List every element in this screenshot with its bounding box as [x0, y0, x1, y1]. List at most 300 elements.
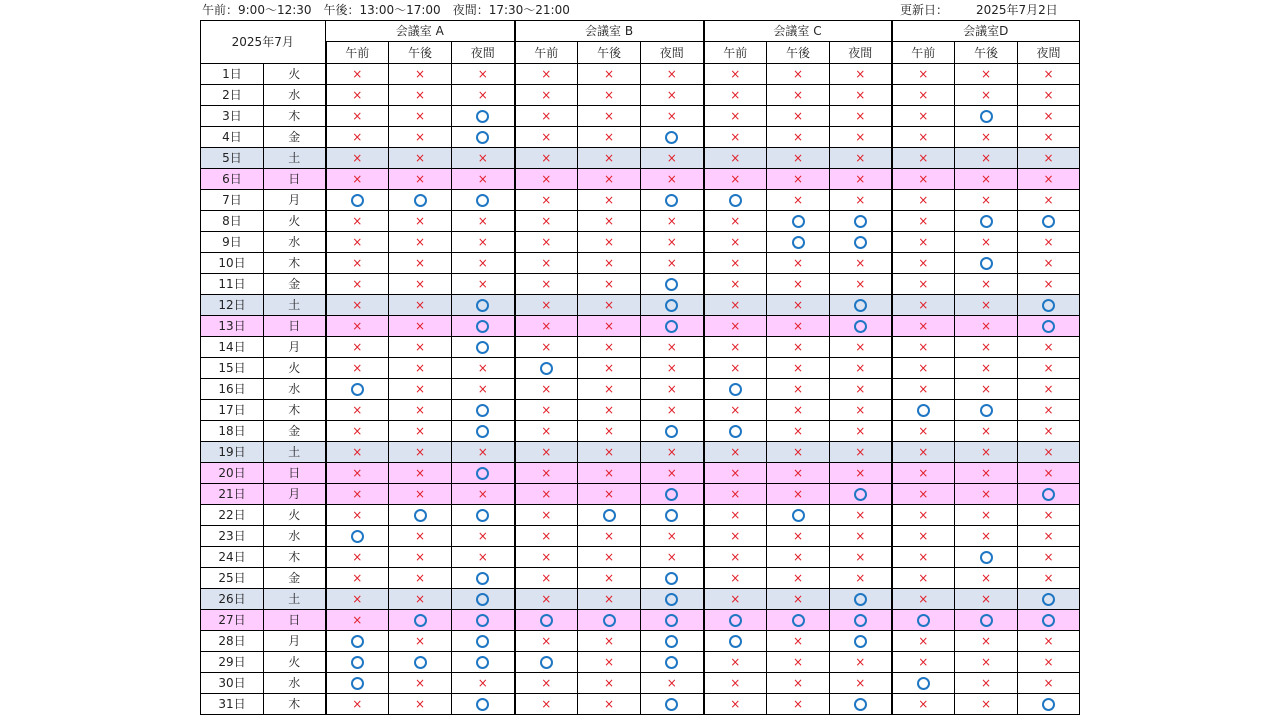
day-cell: 4日 — [201, 127, 264, 148]
unavailable-slot — [892, 106, 955, 127]
unavailable-slot — [892, 127, 955, 148]
available-circle-icon — [414, 194, 427, 207]
unavailable-cross-icon: × — [604, 235, 615, 249]
day-cell: 12日 — [201, 295, 264, 316]
unavailable-cross-icon: × — [541, 403, 552, 417]
unavailable-slot — [704, 505, 767, 526]
unavailable-slot — [578, 673, 641, 694]
available-circle-icon — [540, 656, 553, 669]
unavailable-slot — [892, 547, 955, 568]
unavailable-cross-icon: × — [1043, 277, 1054, 291]
unavailable-slot — [892, 337, 955, 358]
unavailable-slot — [389, 253, 452, 274]
available-circle-icon — [540, 614, 553, 627]
available-circle-icon — [665, 593, 678, 606]
unavailable-cross-icon: × — [981, 67, 992, 81]
unavailable-cross-icon: × — [477, 382, 488, 396]
unavailable-slot — [389, 400, 452, 421]
day-row — [201, 400, 1080, 421]
weekday-cell: 水 — [264, 232, 326, 253]
unavailable-cross-icon: × — [414, 235, 426, 249]
available-slot — [1018, 484, 1080, 505]
unavailable-slot — [892, 694, 955, 715]
unavailable-slot — [578, 484, 641, 505]
unavailable-cross-icon: × — [855, 403, 866, 417]
available-slot — [389, 610, 452, 631]
available-slot — [955, 400, 1018, 421]
unavailable-cross-icon: × — [855, 424, 866, 438]
unavailable-cross-icon: × — [541, 109, 552, 123]
weekday-cell: 日 — [264, 316, 326, 337]
available-circle-icon — [792, 509, 805, 522]
unavailable-slot — [578, 64, 641, 85]
unavailable-slot — [515, 505, 578, 526]
unavailable-slot — [830, 106, 892, 127]
unavailable-cross-icon: × — [541, 151, 552, 165]
unavailable-cross-icon: × — [981, 634, 992, 648]
unavailable-cross-icon: × — [352, 172, 363, 186]
unavailable-slot — [704, 64, 767, 85]
unavailable-slot — [389, 85, 452, 106]
unavailable-cross-icon: × — [1043, 445, 1054, 459]
unavailable-cross-icon: × — [793, 298, 804, 312]
unavailable-cross-icon: × — [541, 256, 552, 270]
unavailable-slot — [704, 673, 767, 694]
day-cell: 17日 — [201, 400, 264, 421]
period-header: 夜間 — [830, 42, 892, 64]
unavailable-slot — [767, 337, 830, 358]
available-circle-icon — [729, 194, 742, 207]
day-cell: 22日 — [201, 505, 264, 526]
unavailable-slot — [892, 169, 955, 190]
unavailable-cross-icon: × — [477, 151, 488, 165]
unavailable-cross-icon: × — [414, 529, 426, 543]
unavailable-cross-icon: × — [981, 676, 992, 690]
unavailable-cross-icon: × — [1043, 466, 1054, 480]
unavailable-cross-icon: × — [414, 697, 426, 711]
unavailable-slot — [641, 442, 704, 463]
available-slot — [389, 652, 452, 673]
available-slot — [641, 316, 704, 337]
unavailable-cross-icon: × — [352, 550, 363, 564]
unavailable-slot — [830, 421, 892, 442]
unavailable-cross-icon: × — [730, 361, 741, 375]
available-slot — [452, 631, 515, 652]
unavailable-cross-icon: × — [730, 655, 741, 669]
unavailable-slot — [1018, 421, 1080, 442]
unavailable-slot — [515, 547, 578, 568]
unavailable-cross-icon: × — [793, 424, 804, 438]
unavailable-slot — [1018, 631, 1080, 652]
unavailable-cross-icon: × — [604, 214, 615, 228]
unavailable-cross-icon: × — [793, 130, 804, 144]
unavailable-cross-icon: × — [918, 193, 929, 207]
unavailable-slot — [515, 64, 578, 85]
weekday-cell: 土 — [264, 148, 326, 169]
unavailable-slot — [578, 106, 641, 127]
unavailable-slot — [955, 484, 1018, 505]
unavailable-slot — [830, 337, 892, 358]
weekday-cell: 月 — [264, 631, 326, 652]
unavailable-slot — [767, 169, 830, 190]
available-circle-icon — [854, 299, 867, 312]
unavailable-slot — [578, 400, 641, 421]
available-slot — [515, 652, 578, 673]
unavailable-slot — [704, 526, 767, 547]
day-row — [201, 610, 1080, 631]
available-slot — [830, 211, 892, 232]
unavailable-cross-icon: × — [414, 487, 426, 501]
available-slot — [452, 106, 515, 127]
unavailable-cross-icon: × — [918, 424, 929, 438]
unavailable-slot — [452, 358, 515, 379]
unavailable-cross-icon: × — [918, 298, 929, 312]
available-circle-icon — [980, 404, 993, 417]
unavailable-slot — [326, 547, 389, 568]
available-circle-icon — [980, 614, 993, 627]
unavailable-cross-icon: × — [730, 172, 741, 186]
available-slot — [452, 505, 515, 526]
unavailable-slot — [1018, 64, 1080, 85]
available-circle-icon — [414, 656, 427, 669]
unavailable-slot — [389, 442, 452, 463]
unavailable-cross-icon: × — [414, 571, 426, 585]
unavailable-cross-icon: × — [604, 634, 615, 648]
unavailable-slot — [515, 253, 578, 274]
available-circle-icon — [665, 488, 678, 501]
unavailable-slot — [389, 547, 452, 568]
unavailable-slot — [955, 295, 1018, 316]
unavailable-slot — [452, 547, 515, 568]
unavailable-slot — [326, 421, 389, 442]
unavailable-cross-icon: × — [666, 214, 677, 228]
unavailable-slot — [515, 106, 578, 127]
available-slot — [326, 631, 389, 652]
unavailable-cross-icon: × — [352, 214, 363, 228]
unavailable-slot — [767, 127, 830, 148]
unavailable-cross-icon: × — [918, 235, 929, 249]
unavailable-cross-icon: × — [414, 256, 426, 270]
unavailable-cross-icon: × — [981, 277, 992, 291]
unavailable-cross-icon: × — [414, 466, 426, 480]
unavailable-cross-icon: × — [541, 571, 552, 585]
unavailable-cross-icon: × — [414, 109, 426, 123]
unavailable-slot — [830, 673, 892, 694]
unavailable-slot — [515, 85, 578, 106]
weekday-cell: 金 — [264, 127, 326, 148]
unavailable-slot — [515, 400, 578, 421]
room-header: 会議室 B — [515, 21, 704, 42]
unavailable-slot — [704, 463, 767, 484]
weekday-cell: 水 — [264, 85, 326, 106]
available-slot — [830, 295, 892, 316]
unavailable-slot — [955, 505, 1018, 526]
unavailable-cross-icon: × — [604, 571, 615, 585]
unavailable-slot — [578, 652, 641, 673]
unavailable-slot — [830, 127, 892, 148]
unavailable-slot — [389, 463, 452, 484]
unavailable-cross-icon: × — [918, 340, 929, 354]
unavailable-slot — [452, 526, 515, 547]
available-slot — [641, 421, 704, 442]
unavailable-cross-icon: × — [981, 424, 992, 438]
unavailable-slot — [326, 484, 389, 505]
available-slot — [704, 631, 767, 652]
unavailable-slot — [578, 568, 641, 589]
available-circle-icon — [792, 215, 805, 228]
unavailable-slot — [1018, 232, 1080, 253]
unavailable-cross-icon: × — [414, 172, 426, 186]
period-header: 午前 — [326, 42, 389, 64]
period-header: 夜間 — [1018, 42, 1080, 64]
unavailable-cross-icon: × — [352, 508, 363, 522]
unavailable-slot — [892, 484, 955, 505]
unavailable-slot — [1018, 169, 1080, 190]
available-circle-icon — [1042, 593, 1055, 606]
weekday-cell: 月 — [264, 190, 326, 211]
unavailable-slot — [326, 211, 389, 232]
unavailable-cross-icon: × — [666, 550, 677, 564]
unavailable-slot — [1018, 253, 1080, 274]
available-slot — [641, 484, 704, 505]
unavailable-slot — [1018, 400, 1080, 421]
unavailable-cross-icon: × — [414, 298, 426, 312]
unavailable-cross-icon: × — [730, 487, 741, 501]
unavailable-slot — [830, 85, 892, 106]
unavailable-slot — [767, 589, 830, 610]
unavailable-slot — [892, 526, 955, 547]
unavailable-cross-icon: × — [541, 592, 552, 606]
unavailable-slot — [892, 64, 955, 85]
unavailable-cross-icon: × — [352, 466, 363, 480]
unavailable-cross-icon: × — [855, 151, 866, 165]
unavailable-cross-icon: × — [730, 298, 741, 312]
month-header: 2025年7月 — [201, 21, 326, 64]
available-circle-icon — [414, 509, 427, 522]
period-header: 夜間 — [452, 42, 515, 64]
available-circle-icon — [351, 656, 364, 669]
unavailable-cross-icon: × — [730, 109, 741, 123]
unavailable-cross-icon: × — [414, 592, 426, 606]
available-slot — [830, 484, 892, 505]
unavailable-cross-icon: × — [1043, 109, 1054, 123]
day-row — [201, 211, 1080, 232]
available-slot — [704, 421, 767, 442]
unavailable-slot — [326, 337, 389, 358]
unavailable-cross-icon: × — [981, 88, 992, 102]
unavailable-cross-icon: × — [730, 592, 741, 606]
unavailable-cross-icon: × — [855, 193, 866, 207]
unavailable-slot — [641, 358, 704, 379]
available-slot — [767, 505, 830, 526]
unavailable-slot — [452, 442, 515, 463]
unavailable-slot — [578, 253, 641, 274]
weekday-cell: 火 — [264, 505, 326, 526]
available-slot — [955, 547, 1018, 568]
unavailable-slot — [452, 484, 515, 505]
available-circle-icon — [1042, 488, 1055, 501]
unavailable-cross-icon: × — [730, 88, 741, 102]
unavailable-slot — [641, 547, 704, 568]
available-circle-icon — [665, 635, 678, 648]
unavailable-cross-icon: × — [981, 487, 992, 501]
unavailable-slot — [389, 106, 452, 127]
period-header: 夜間 — [641, 42, 704, 64]
day-cell: 14日 — [201, 337, 264, 358]
day-cell: 19日 — [201, 442, 264, 463]
day-cell: 15日 — [201, 358, 264, 379]
unavailable-cross-icon: × — [855, 445, 866, 459]
unavailable-slot — [704, 169, 767, 190]
available-circle-icon — [603, 509, 616, 522]
unavailable-slot — [955, 148, 1018, 169]
unavailable-slot — [578, 421, 641, 442]
unavailable-cross-icon: × — [541, 529, 552, 543]
unavailable-slot — [1018, 274, 1080, 295]
unavailable-cross-icon: × — [793, 445, 804, 459]
unavailable-slot — [704, 232, 767, 253]
unavailable-slot — [1018, 442, 1080, 463]
unavailable-cross-icon: × — [604, 109, 615, 123]
available-slot — [389, 190, 452, 211]
available-slot — [452, 568, 515, 589]
day-cell: 11日 — [201, 274, 264, 295]
unavailable-slot — [892, 589, 955, 610]
unavailable-cross-icon: × — [541, 466, 552, 480]
unavailable-slot — [515, 316, 578, 337]
unavailable-cross-icon: × — [981, 529, 992, 543]
available-slot — [641, 190, 704, 211]
day-row — [201, 106, 1080, 127]
day-cell: 6日 — [201, 169, 264, 190]
period-header: 午後 — [578, 42, 641, 64]
available-circle-icon — [476, 341, 489, 354]
available-circle-icon — [476, 320, 489, 333]
unavailable-slot — [326, 505, 389, 526]
unavailable-cross-icon: × — [793, 361, 804, 375]
unavailable-cross-icon: × — [730, 466, 741, 480]
available-slot — [389, 505, 452, 526]
unavailable-slot — [830, 274, 892, 295]
unavailable-cross-icon: × — [604, 445, 615, 459]
day-row — [201, 442, 1080, 463]
unavailable-slot — [955, 442, 1018, 463]
unavailable-slot — [704, 148, 767, 169]
unavailable-slot — [892, 253, 955, 274]
unavailable-cross-icon: × — [541, 634, 552, 648]
unavailable-cross-icon: × — [352, 340, 363, 354]
unavailable-slot — [767, 442, 830, 463]
unavailable-slot — [389, 694, 452, 715]
available-circle-icon — [854, 320, 867, 333]
unavailable-cross-icon: × — [918, 214, 929, 228]
unavailable-cross-icon: × — [793, 67, 804, 81]
unavailable-slot — [515, 673, 578, 694]
unavailable-slot — [1018, 127, 1080, 148]
unavailable-slot — [892, 316, 955, 337]
unavailable-slot — [641, 211, 704, 232]
day-row — [201, 631, 1080, 652]
unavailable-slot — [830, 652, 892, 673]
available-slot — [578, 505, 641, 526]
room-header: 会議室D — [892, 21, 1080, 42]
available-circle-icon — [351, 677, 364, 690]
available-slot — [452, 400, 515, 421]
unavailable-slot — [578, 127, 641, 148]
available-circle-icon — [854, 635, 867, 648]
available-circle-icon — [854, 614, 867, 627]
unavailable-cross-icon: × — [1043, 529, 1054, 543]
unavailable-slot — [1018, 568, 1080, 589]
unavailable-slot — [1018, 337, 1080, 358]
unavailable-slot — [326, 568, 389, 589]
unavailable-cross-icon: × — [918, 634, 929, 648]
unavailable-slot — [452, 673, 515, 694]
unavailable-slot — [578, 379, 641, 400]
available-circle-icon — [476, 614, 489, 627]
unavailable-slot — [830, 547, 892, 568]
period-header: 午前 — [515, 42, 578, 64]
day-row — [201, 484, 1080, 505]
unavailable-cross-icon: × — [981, 655, 992, 669]
unavailable-slot — [830, 253, 892, 274]
unavailable-cross-icon: × — [414, 340, 426, 354]
unavailable-slot — [704, 337, 767, 358]
day-cell: 25日 — [201, 568, 264, 589]
unavailable-slot — [578, 463, 641, 484]
unavailable-slot — [767, 148, 830, 169]
day-cell: 3日 — [201, 106, 264, 127]
unavailable-slot — [578, 295, 641, 316]
unavailable-slot — [389, 127, 452, 148]
unavailable-slot — [955, 568, 1018, 589]
unavailable-cross-icon: × — [793, 319, 804, 333]
unavailable-slot — [578, 526, 641, 547]
unavailable-cross-icon: × — [730, 256, 741, 270]
available-circle-icon — [729, 383, 742, 396]
available-slot — [578, 610, 641, 631]
unavailable-slot — [389, 337, 452, 358]
unavailable-cross-icon: × — [730, 508, 741, 522]
unavailable-cross-icon: × — [414, 130, 426, 144]
unavailable-cross-icon: × — [666, 445, 677, 459]
unavailable-slot — [641, 379, 704, 400]
unavailable-cross-icon: × — [352, 571, 363, 585]
unavailable-cross-icon: × — [352, 235, 363, 249]
available-slot — [326, 379, 389, 400]
unavailable-cross-icon: × — [793, 403, 804, 417]
unavailable-slot — [955, 463, 1018, 484]
available-slot — [326, 673, 389, 694]
available-circle-icon — [854, 236, 867, 249]
unavailable-cross-icon: × — [666, 172, 677, 186]
unavailable-slot — [452, 85, 515, 106]
unavailable-cross-icon: × — [352, 298, 363, 312]
day-cell: 9日 — [201, 232, 264, 253]
unavailable-slot — [515, 463, 578, 484]
unavailable-slot — [515, 337, 578, 358]
unavailable-cross-icon: × — [793, 676, 804, 690]
unavailable-cross-icon: × — [477, 277, 488, 291]
unavailable-slot — [389, 589, 452, 610]
unavailable-cross-icon: × — [793, 655, 804, 669]
available-slot — [515, 610, 578, 631]
available-slot — [1018, 211, 1080, 232]
unavailable-cross-icon: × — [1043, 88, 1054, 102]
unavailable-cross-icon: × — [855, 550, 866, 564]
unavailable-cross-icon: × — [981, 235, 992, 249]
unavailable-slot — [389, 211, 452, 232]
